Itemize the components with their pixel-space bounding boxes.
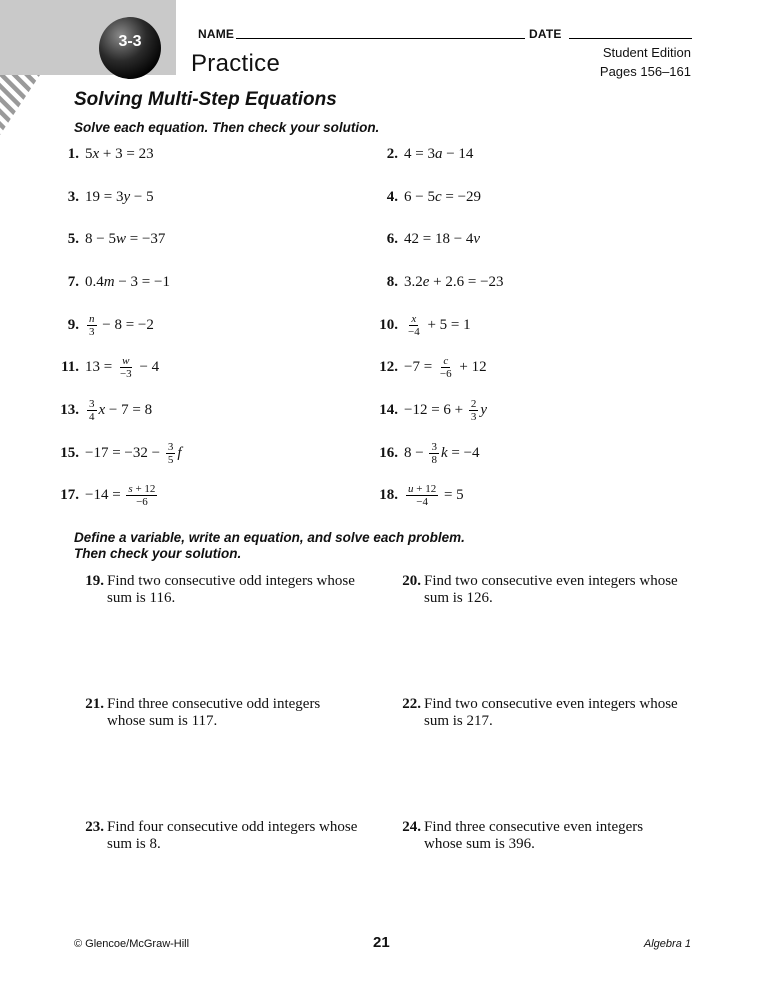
problem-number: 1. (67, 145, 79, 162)
problem-number: 10. (379, 316, 398, 333)
problem-number: 17. (60, 486, 79, 503)
problem-number: 13. (60, 401, 79, 418)
equation-item: 13. $\frac{3}{4}$ x − 7 = 8 (49, 394, 152, 426)
problem-number: 6. (386, 230, 398, 247)
problem-number: 9. (67, 316, 79, 333)
equation-item: 14. −12 = 6 + $\frac{2}{3}$ y (368, 394, 487, 426)
date-field-line[interactable] (569, 38, 692, 39)
problem-number: 4. (386, 188, 398, 205)
word-problem: 23. Find four consecutive odd integers whose sum is 8. (85, 819, 358, 852)
name-label: NAME (198, 27, 235, 41)
equation-item: 15. −17 = −32 − $\frac{3}{5}$ f (49, 437, 182, 469)
equation-item: 12. −7 = $\frac{c}{-6}$ + 12 (368, 351, 487, 383)
equation-item: 9. $\frac{n}{3}$ − 8 = −2 (49, 309, 154, 341)
student-edition: Student Edition (602, 45, 691, 60)
date-label: DATE (529, 27, 562, 41)
equation-item: 6. 42 = 18 − 4 v (368, 223, 480, 255)
problem-number: 8. (386, 273, 398, 290)
equation-item: 7. 0.4 m − 3 = −1 (49, 266, 170, 298)
equation-item: 8. 3.2 e + 2.6 = −23 (368, 266, 504, 298)
equation-item: 3. 19 = 3 y − 5 (49, 181, 154, 213)
word-problem: 24. Find three consecutive even integers whose sum is 396. (402, 819, 644, 852)
lesson-number: 3-3 (118, 33, 142, 50)
header-banner (0, 0, 176, 135)
equation-item: 2. 4 = 3 a − 14 (368, 138, 473, 170)
page-reference: Pages 156–161 (599, 64, 691, 79)
word-problem: 20. Find two consecutive even integers whose sum is 126. (402, 573, 678, 606)
equation-item: 5. 8 − 5 w = −37 (49, 223, 165, 255)
problem-number: 11. (61, 358, 79, 375)
equation-item: 10. $\frac{x}{-4}$ + 5 = 1 (368, 309, 471, 341)
copyright: © Glencoe/McGraw-Hill (74, 938, 190, 950)
problem-number: 18. (379, 486, 398, 503)
equation-item: 18. $\frac{u + 12}{-4}$ = 5 (368, 479, 464, 511)
page-number: 21 (373, 934, 390, 951)
word-problem: 19. Find two consecutive odd integers whose sum is 116. (85, 573, 355, 606)
problem-number: 3. (67, 188, 79, 205)
equation-item: 16. 8 − $\frac{3}{8}$ k = −4 (368, 437, 480, 469)
problem-number: 14. (379, 401, 398, 418)
book-title: Algebra 1 (643, 938, 691, 950)
instructions-part2: Define a variable, write an equation, and solve each problem. Then check your solution. (74, 530, 465, 561)
problem-number: 15. (60, 444, 79, 461)
equation-item: 4. 6 − 5 c = −29 (368, 181, 481, 213)
problem-number: 16. (379, 444, 398, 461)
equation-item: 17. −14 = $\frac{s + 12}{-6}$ (49, 479, 159, 511)
word-problem: 22. Find two consecutive even integers whose sum is 217. (402, 696, 678, 729)
practice-heading: Practice (191, 50, 281, 77)
problem-number: 5. (67, 230, 79, 247)
name-field-line[interactable] (236, 38, 525, 39)
equation-item: 1. 5 x + 3 = 23 (49, 138, 154, 170)
equation-item: 11. 13 = $\frac{w}{-3}$ − 4 (49, 351, 159, 383)
problem-number: 7. (67, 273, 79, 290)
lesson-title: Solving Multi-Step Equations (74, 89, 337, 110)
problem-number: 12. (379, 358, 398, 375)
instructions-part1: Solve each equation. Then check your solution. (74, 120, 380, 135)
problem-number: 2. (386, 145, 398, 162)
word-problem: 21. Find three consecutive odd integers whose sum is 117. (85, 696, 321, 729)
